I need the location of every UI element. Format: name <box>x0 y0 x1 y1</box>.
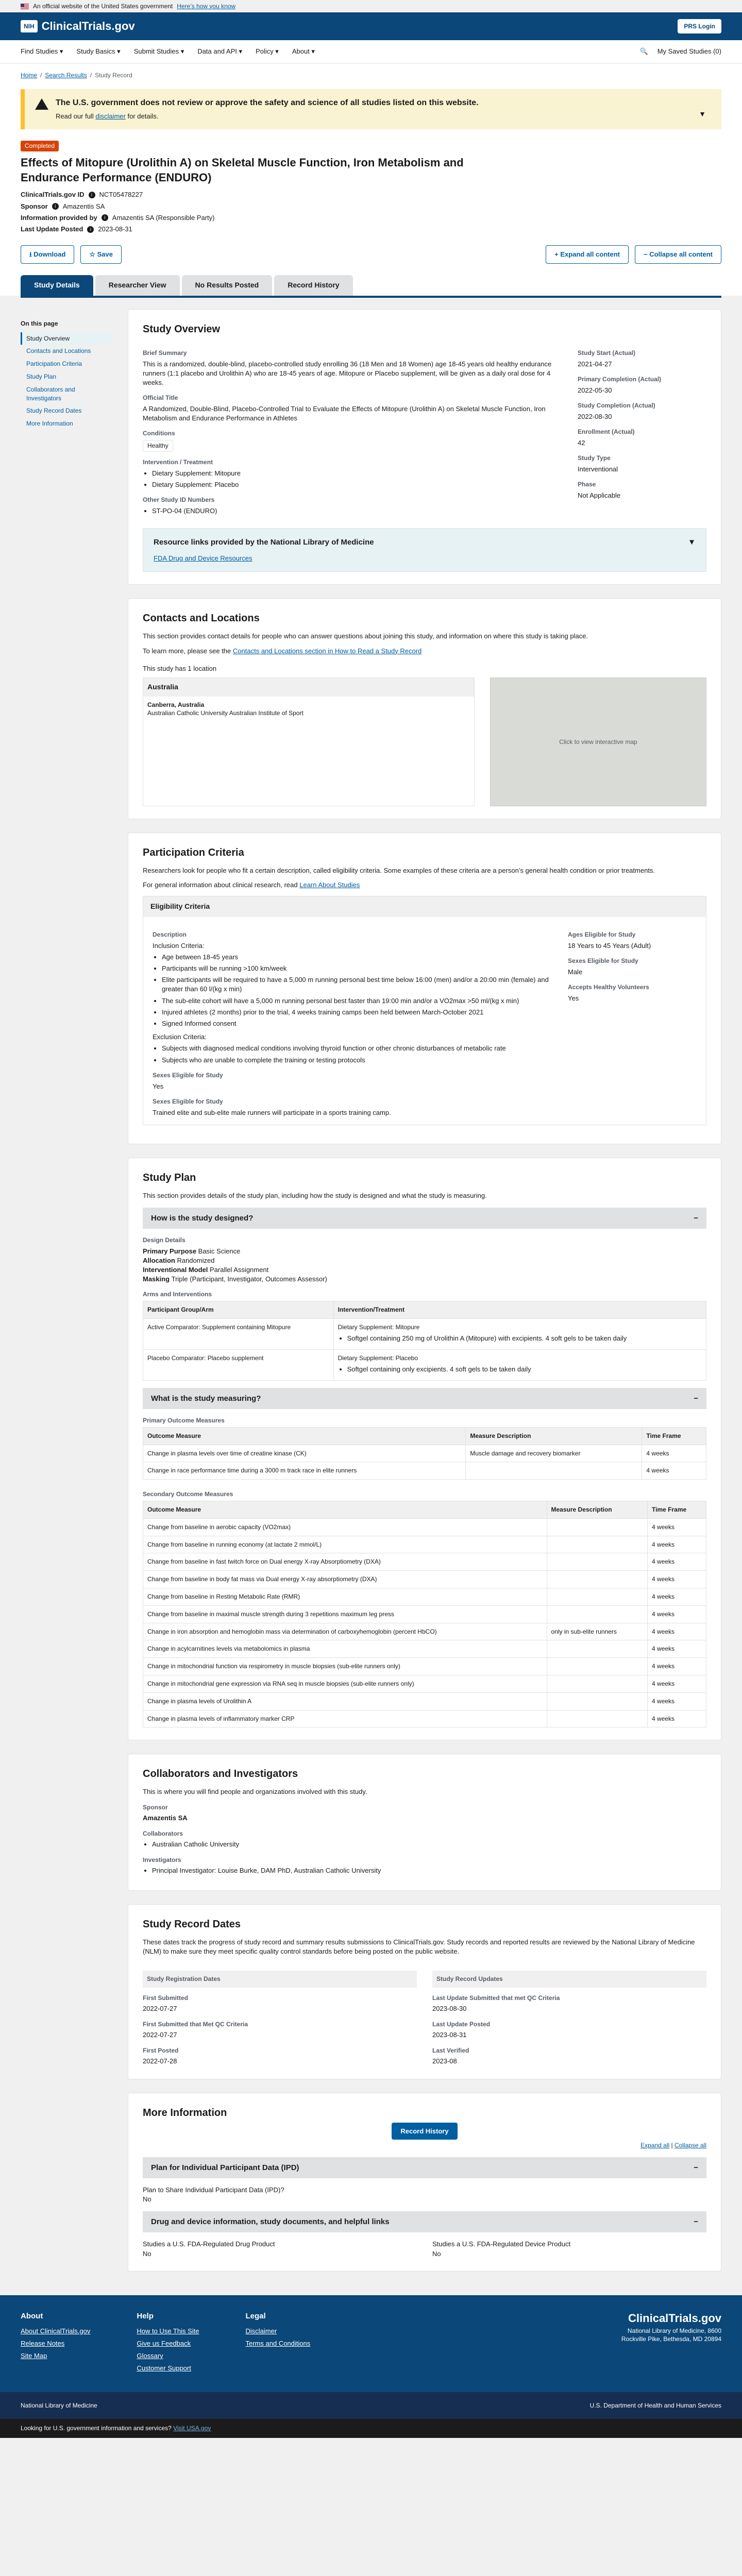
table-cell <box>547 1658 648 1675</box>
table-cell: 4 weeks <box>642 1462 706 1480</box>
minus-icon: − <box>694 1394 698 1403</box>
ipd-answer: No <box>143 2195 151 2204</box>
participation-section <box>128 833 721 1144</box>
kv-label: First Submitted <box>143 1994 189 2002</box>
device-question: Studies a U.S. FDA-Regulated Device Product <box>432 2240 571 2248</box>
learn-studies-link[interactable]: Learn About Studies <box>299 881 360 889</box>
kv-label: Phase <box>578 480 596 488</box>
table-header: Outcome Measure <box>143 1427 466 1445</box>
primary-outcomes-table <box>143 1427 706 1480</box>
table-cell: Change in plasma levels of Urolithin A <box>143 1692 547 1710</box>
intervention-desc <box>347 1334 702 1343</box>
kv-label: Study Start (Actual) <box>578 349 636 357</box>
sampling-label: Sexes Eligible for Study <box>153 1097 223 1105</box>
contacts-learn-link[interactable]: Contacts and Locations section in How to Read a Study Record <box>232 647 422 655</box>
footer-link[interactable]: Give us Feedback <box>137 2339 191 2347</box>
design-key: Allocation <box>143 1256 177 1264</box>
contacts-text: This section provides contact details for people who can answer questions about joining this study, and information on where this study is taking place. <box>143 632 588 640</box>
alert-text2: for details. <box>127 112 159 121</box>
table-header: Outcome Measure <box>143 1501 547 1519</box>
kv-label: Study Type <box>578 454 611 462</box>
exclusion-label: Exclusion Criteria: <box>153 1033 207 1041</box>
kv-value: 2023-08-30 <box>432 2005 467 2013</box>
sidenav-item[interactable]: Participation Criteria <box>26 360 82 368</box>
kv-value: 2022-07-27 <box>143 2005 177 2013</box>
table-cell: Change in plasma levels of inflammatory marker CRP <box>143 1710 547 1727</box>
table-header: Time Frame <box>648 1501 706 1519</box>
table-row <box>143 1623 706 1640</box>
kv-value: 42 <box>578 438 585 447</box>
nih-logo: NIH <box>21 20 38 33</box>
arms-table <box>143 1301 706 1381</box>
table-cell: Change in plasma levels over time of creatine kinase (CK) <box>143 1445 466 1462</box>
kv-value: Yes <box>568 994 579 1002</box>
study-id: NCT05478227 <box>99 191 143 199</box>
tab-researcher-view[interactable]: Researcher View <box>95 275 180 296</box>
footer-logo[interactable]: ClinicalTrials.gov <box>628 2311 721 2325</box>
intervention-item: • Dietary Supplement: Mitopure <box>152 469 562 478</box>
design-row <box>143 1256 706 1265</box>
plan-heading: Study Plan <box>143 1172 196 1183</box>
table-cell <box>547 1710 648 1727</box>
table-cell: 4 weeks <box>648 1710 706 1727</box>
table-header: Time Frame <box>642 1427 706 1445</box>
map-view[interactable] <box>490 677 706 806</box>
kv-label: First Submitted that Met QC Criteria <box>143 2020 248 2028</box>
drug-accordion[interactable]: Drug and device information, study documents, and helpful links − <box>143 2211 706 2232</box>
design-row <box>143 1265 706 1275</box>
table-cell: only in sub-elite runners <box>547 1623 648 1640</box>
kv-label: Study Completion (Actual) <box>578 401 655 409</box>
secondary-heading: Secondary Outcome Measures <box>143 1490 233 1498</box>
other-id: • ST-PO-04 (ENDURO) <box>152 506 562 516</box>
table-cell <box>547 1675 648 1692</box>
table-cell <box>547 1692 648 1710</box>
table-row <box>143 1518 706 1536</box>
intervention-item: • Dietary Supplement: Placebo <box>152 480 562 489</box>
contacts-heading: Contacts and Locations <box>143 613 260 624</box>
study-overview-section <box>128 309 721 585</box>
device-answer: No <box>432 2249 441 2258</box>
footer-usa <box>0 2419 742 2438</box>
inclusion-item: • Injured athletes (2 months) prior to the trial, 4 weeks training camps been held between March-October 2021 <box>162 1008 552 1017</box>
design-value: Basic Science <box>198 1247 241 1255</box>
sidenav-item[interactable]: Study Plan <box>26 373 57 381</box>
sidenav-item[interactable]: Contacts and Locations <box>26 347 91 355</box>
design-heading: Design Details <box>143 1236 185 1244</box>
sidenav-item[interactable]: More Information <box>26 420 73 428</box>
footer-nlm[interactable]: National Library of Medicine <box>21 2401 97 2409</box>
design-key: Primary Purpose <box>143 1247 198 1255</box>
footer-col <box>137 2311 199 2377</box>
kv-label: Enrollment (Actual) <box>578 428 635 435</box>
footer-col <box>246 2311 311 2377</box>
arm-cell: Active Comparator: Supplement containing Mitopure <box>143 1319 334 1350</box>
masthead <box>0 12 742 40</box>
desc-label: Description <box>153 930 187 938</box>
table-cell: 4 weeks <box>648 1518 706 1536</box>
gov-banner <box>0 0 742 12</box>
alert-title: The U.S. government does not review or approve the safety and science of all studies listed on this website. <box>56 98 479 107</box>
update-label: Last Update Posted <box>21 225 83 233</box>
collapse-all-button[interactable]: − Collapse all content <box>635 245 721 264</box>
condition-tag[interactable]: Healthy <box>143 440 173 452</box>
nav-item[interactable]: Study Basics ▾ <box>76 47 121 56</box>
us-flag-icon <box>21 4 29 9</box>
table-cell <box>466 1462 642 1480</box>
prs-login-button[interactable]: PRS Login <box>678 19 721 34</box>
design-accordion[interactable]: How is the study designed? − <box>143 1208 706 1229</box>
expand-all-link[interactable]: Expand all <box>640 2142 670 2149</box>
drug-question: Studies a U.S. FDA-Regulated Drug Product <box>143 2240 275 2248</box>
table-cell: 4 weeks <box>648 1553 706 1571</box>
contacts-section <box>128 598 721 819</box>
record-history-button[interactable]: Record History <box>392 2123 457 2140</box>
site-logo-text: ClinicalTrials.gov <box>41 19 135 32</box>
download-button[interactable]: ⭳ Download <box>21 245 74 264</box>
table-cell: 4 weeks <box>648 1640 706 1658</box>
heres-how-link[interactable]: Here’s how you know <box>177 2 236 10</box>
fda-link[interactable]: FDA Drug and Device Resources <box>154 554 252 563</box>
breadcrumb-home[interactable]: Home <box>21 72 38 79</box>
table-cell: Change in mitochondrial function via respirometry in muscle biopsies (sub-elite runners only) <box>143 1658 547 1675</box>
intervention-label: Intervention / Treatment <box>143 459 213 466</box>
official-label: Official Title <box>143 394 178 402</box>
intervention-cell <box>333 1319 706 1350</box>
expand-all-button[interactable]: + Expand all content <box>546 245 629 264</box>
info-label: Information provided by <box>21 213 97 222</box>
table-cell: Change from baseline in body fat mass via Dual energy X-ray absorptiometry (DXA) <box>143 1571 547 1588</box>
table-cell: 4 weeks <box>648 1571 706 1588</box>
table-row <box>143 1658 706 1675</box>
design-key: Interventional Model <box>143 1266 210 1274</box>
info-value: Amazentis SA (Responsible Party) <box>112 213 215 222</box>
breadcrumb: Home / Search Results / Study Record <box>0 64 742 84</box>
nlm-title: Resource links provided by the National Library of Medicine <box>154 538 374 547</box>
kv-value: 2021-04-27 <box>578 360 612 368</box>
exclusion-item: • Subjects with diagnosed medical conditions involving thyroid function or other chronic disturbances of metabolic rate <box>162 1044 552 1053</box>
kv-label: Accepts Healthy Volunteers <box>568 983 649 991</box>
ipd-question: Plan to Share Individual Participant Data (IPD)? <box>143 2186 284 2194</box>
kv-label: Last Verified <box>432 2046 469 2054</box>
table-cell: Change in acylcarnitines levels via metabolomics in plasma <box>143 1640 547 1658</box>
breadcrumb-search[interactable]: Search Results <box>45 72 87 79</box>
kv-value: Male <box>568 968 583 976</box>
footer-hhs[interactable]: U.S. Department of Health and Human Services <box>589 2401 721 2409</box>
intervention-desc-item: • Softgel containing 250 mg of Urolithin A (Mitopure) with excipients. 4 soft gels to be taken daily <box>347 1334 702 1343</box>
table-cell: 4 weeks <box>648 1588 706 1605</box>
tab-no-results-posted[interactable]: No Results Posted <box>182 275 273 296</box>
footer-link[interactable]: Glossary <box>137 2352 163 2360</box>
arms-heading: Arms and Interventions <box>143 1291 212 1298</box>
footer-col-heading: About <box>21 2311 43 2320</box>
table-row <box>143 1445 706 1462</box>
more-info-section: More Information Record History Expand all | Collapse all Plan for Individual Participant Data (IPD) − Plan to Share Individual Participant Data (IPD)? No Drug and device information, study documents, and helpful links − Studies a U.S. FDA-Regulated Drug Product No Studies a U.S. FDA-Regulated Device Product No <box>128 2093 721 2272</box>
reg-dates-heading: Study Registration Dates <box>143 1971 417 1988</box>
chevron-down-icon[interactable]: ▼ <box>688 538 696 547</box>
footer-link[interactable]: About ClinicalTrials.gov <box>21 2327 91 2335</box>
footer-col-heading: Legal <box>245 2311 266 2320</box>
sidenav-head: On this page <box>21 319 58 327</box>
kv-label: Sexes Eligible for Study <box>568 957 638 964</box>
sampling-value: Trained elite and sub-elite male runners will participate in a sports training camp. <box>153 1108 391 1116</box>
table-cell: Muscle damage and recovery biomarker <box>466 1445 642 1462</box>
sex-label: Sexes Eligible for Study <box>153 1071 223 1079</box>
footer-orgs <box>0 2392 742 2419</box>
table-cell <box>547 1518 648 1536</box>
usa-gov-link[interactable]: Visit USA.gov <box>173 2425 211 2432</box>
sponsor-value: Amazentis SA <box>62 202 105 210</box>
sex-value: Yes <box>153 1082 164 1090</box>
kv-label: Ages Eligible for Study <box>568 930 636 938</box>
kv-label: First Posted <box>143 2046 179 2054</box>
table-row <box>143 1640 706 1658</box>
alert-text: Read our full <box>56 112 94 121</box>
arm-cell: Placebo Comparator: Placebo supplement <box>143 1350 334 1381</box>
design-value: Triple (Participant, Investigator, Outcomes Assessor) <box>171 1275 327 1283</box>
inclusion-item: • Age between 18-45 years <box>162 953 552 962</box>
table-cell: Change from baseline in aerobic capacity (VO2max) <box>143 1518 547 1536</box>
update-dates-heading: Study Record Updates <box>432 1971 706 1988</box>
info-icon[interactable]: i <box>87 226 94 233</box>
other-id-label: Other Study ID Numbers <box>143 496 215 504</box>
design-value: Parallel Assignment <box>210 1266 269 1274</box>
footer-link[interactable]: Release Notes <box>21 2339 65 2347</box>
chevron-down-icon[interactable]: ▼ <box>699 110 706 118</box>
conditions-label: Conditions <box>143 430 175 437</box>
table-header: Intervention/Treatment <box>333 1301 706 1319</box>
warning-icon <box>35 98 48 110</box>
inclusion-item: • The sub-elite cohort will have a 5,000 m running personal best faster than 19:00 min and/or a VO2max >50 ml/(kg x min) <box>162 996 552 1006</box>
dates-heading: Study Record Dates <box>143 1918 241 1930</box>
intervention-cell <box>333 1350 706 1381</box>
sponsor-label: Sponsor <box>21 202 48 210</box>
table-cell: Change in mitochondrial gene expression via RNA seq in muscle biopsies (sub-elite runners only) <box>143 1675 547 1692</box>
brief-label: Brief Summary <box>143 349 187 357</box>
kv-value: 2022-08-30 <box>578 412 612 420</box>
official-title: A Randomized, Double-Blind, Placebo-Controlled Trial to Evaluate the Effects of Mitopure (Urolithin A) on Skeletal Muscle Function, Iron Metabolism and Endurance Performance in Athletes <box>143 405 546 422</box>
inclusion-label: Inclusion Criteria: <box>153 941 205 950</box>
table-row <box>143 1319 706 1350</box>
ipd-accordion[interactable]: Plan for Individual Participant Data (IPD) − <box>143 2157 706 2178</box>
kv-value: 2023-08 <box>432 2057 457 2065</box>
collaborator: • Australian Catholic University <box>152 1840 706 1849</box>
sidenav-item[interactable]: Study Record Dates <box>26 407 82 415</box>
kv-value: 2022-07-28 <box>143 2057 177 2065</box>
investigator: • Principal Investigator: Louise Burke, DAM PhD, Australian Catholic University <box>152 1866 706 1875</box>
sidenav-item[interactable]: Study Overview <box>21 332 113 345</box>
footer-link[interactable]: Disclaimer <box>245 2327 277 2335</box>
collab-inv-label: Investigators <box>143 1856 181 1863</box>
footer <box>0 2295 742 2392</box>
table-cell <box>547 1588 648 1605</box>
design-row <box>143 1275 706 1284</box>
table-cell: Change from baseline in running economy (at lactate 2 mmol/L) <box>143 1536 547 1553</box>
table-row <box>143 1605 706 1623</box>
location-site2: Australian Catholic University Australian Institute of Sport <box>147 709 303 717</box>
footer-address: National Library of Medicine, 8600 Rockville Pike, Bethesda, MD 20894 <box>621 2327 721 2343</box>
table-cell: 4 weeks <box>648 1623 706 1640</box>
collab-text: This is where you will find people and organizations involved with this study. <box>143 1788 367 1796</box>
footer-col <box>21 2311 90 2377</box>
table-cell <box>547 1605 648 1623</box>
table-cell: 4 weeks <box>648 1658 706 1675</box>
criteria-general: For general information about clinical research, read <box>143 881 298 889</box>
location-site: Canberra, Australia <box>147 701 205 708</box>
disclaimer-alert <box>21 89 721 130</box>
primary-heading: Primary Outcome Measures <box>143 1417 225 1425</box>
intervention-name: Dietary Supplement: Placebo <box>338 1354 418 1362</box>
info-icon[interactable]: i <box>89 192 95 198</box>
tab-record-history[interactable]: Record History <box>274 275 352 296</box>
footer-bottom-text: Looking for U.S. government information and services? <box>21 2425 172 2432</box>
map-link[interactable]: Click to view interactive map <box>559 738 637 745</box>
table-header: Measure Description <box>466 1427 642 1445</box>
collaborators-section <box>128 1754 721 1890</box>
contacts-learn: To learn more, please see the <box>143 647 231 655</box>
more-heading: More Information <box>143 2107 227 2119</box>
table-row <box>143 1462 706 1480</box>
kv-value: Interventional <box>578 465 618 473</box>
table-cell <box>547 1553 648 1571</box>
collab-heading: Collaborators and Investigators <box>143 1768 298 1780</box>
study-header <box>0 129 742 296</box>
table-cell: Change in race performance time during a 3000 m track race in elite runners <box>143 1462 466 1480</box>
table-cell: 4 weeks <box>642 1445 706 1462</box>
disclaimer-link[interactable]: disclaimer <box>95 112 126 121</box>
nav-item[interactable]: Submit Studies ▾ <box>133 47 184 56</box>
collab-sponsor-label: Sponsor <box>143 1803 168 1811</box>
kv-label: Last Update Posted <box>432 2020 491 2028</box>
table-cell <box>547 1571 648 1588</box>
table-cell: 4 weeks <box>648 1675 706 1692</box>
secondary-outcomes-table <box>143 1501 706 1727</box>
kv-label: Last Update Submitted that met QC Criteria <box>432 1994 560 2002</box>
kv-value: 18 Years to 45 Years (Adult) <box>568 941 651 950</box>
plan-text: This section provides details of the study plan, including how the study is designed and what the study is measuring. <box>143 1191 487 1199</box>
study-plan-section <box>128 1158 721 1741</box>
status-badge: Completed <box>21 141 59 151</box>
table-header: Measure Description <box>547 1501 648 1519</box>
design-value: Randomized <box>177 1256 215 1264</box>
search-icon[interactable]: 🔍 <box>639 47 648 56</box>
table-cell: Change from baseline in Resting Metabolic Rate (RMR) <box>143 1588 547 1605</box>
table-row <box>143 1588 706 1605</box>
tab-study-details[interactable]: Study Details <box>21 275 93 296</box>
table-row <box>143 1350 706 1381</box>
table-cell: Change in iron absorption and hemoglobin mass via determination of carboxyhemoglobin (percent HbCO) <box>143 1623 547 1640</box>
gov-banner-text: An official website of the United States government <box>33 2 173 10</box>
brief-summary: This is a randomized, double-blind, placebo-controlled study enrolling 36 (18 Men and 18 Women) age 18-45 years old healthy endurance runners (1:1 placebo and Urolithin A) who are 18-45 years of age. Mitopure or Placebo supplement, will be given as a daily oral dose for 4 weeks. <box>143 360 552 387</box>
criteria-text: Researchers look for people who fit a certain description, called eligibility criteria. Some examples of these criteria are a person’s general health condition or prior treatments. <box>143 866 655 874</box>
footer-link[interactable]: Customer Support <box>137 2364 191 2372</box>
drug-answer: No <box>143 2249 151 2258</box>
nav-item[interactable]: Find Studies ▾ <box>21 47 63 56</box>
saved-studies-link[interactable]: My Saved Studies (0) <box>657 47 721 56</box>
sidenav-item[interactable]: Collaborators and Investigators <box>26 385 75 402</box>
table-cell: Change from baseline in fast twitch force on Dual energy X-ray Absorptiometry (DXA) <box>143 1553 547 1571</box>
table-cell: 4 weeks <box>648 1605 706 1623</box>
record-dates-section <box>128 1904 721 2079</box>
criteria-heading: Participation Criteria <box>143 846 244 858</box>
main-nav <box>0 40 742 64</box>
table-cell: 4 weeks <box>648 1536 706 1553</box>
kv-value: 2023-08-31 <box>432 2031 467 2039</box>
nav-item[interactable]: About ▾ <box>292 47 315 56</box>
footer-link[interactable]: Terms and Conditions <box>245 2339 311 2347</box>
overview-heading: Study Overview <box>143 323 221 335</box>
table-header: Participant Group/Arm <box>143 1301 334 1319</box>
measure-accordion[interactable]: What is the study measuring? − <box>143 1388 706 1409</box>
id-label: ClinicalTrials.gov ID <box>21 191 85 199</box>
table-cell: 4 weeks <box>648 1692 706 1710</box>
inclusion-item: • Elite participants will be required to have a 5,000 m running personal best time below 16:00 (men) and/or a 20:00 min (female) and greater than 60 l/(kg x min) <box>162 975 552 994</box>
design-key: Masking <box>143 1275 172 1283</box>
page-title: Effects of Mitopure (Urolithin A) on Skeletal Muscle Function, Iron Metabolism and Endurance Performance (ENDURO) <box>21 156 464 184</box>
site-logo[interactable] <box>21 19 135 35</box>
nav-item[interactable]: Policy ▾ <box>256 47 279 56</box>
intervention-desc-item: • Softgel containing only excipients. 4 soft gels to be taken daily <box>347 1365 702 1374</box>
save-button[interactable]: ☆ Save <box>80 245 122 264</box>
kv-value: Not Applicable <box>578 491 621 499</box>
location-count: This study has 1 location <box>143 664 217 672</box>
inclusion-item: • Signed Informed consent <box>162 1019 552 1028</box>
design-row <box>143 1247 706 1256</box>
table-row <box>143 1675 706 1692</box>
table-row <box>143 1536 706 1553</box>
collapse-all-link[interactable]: Collapse all <box>674 2142 706 2149</box>
minus-icon: − <box>694 1213 698 1223</box>
eligibility-heading: Eligibility Criteria <box>150 902 210 911</box>
footer-col-heading: Help <box>137 2311 154 2320</box>
table-row <box>143 1571 706 1588</box>
kv-value: 2022-05-30 <box>578 386 612 394</box>
exclusion-item: • Subjects who are unable to complete the training or testing protocols <box>162 1056 552 1065</box>
table-cell: Change from baseline in maximal muscle strength during 3 repetitions maximum leg press <box>143 1605 547 1623</box>
inclusion-item: • Participants will be running >100 km/week <box>162 964 552 973</box>
table-cell <box>547 1640 648 1658</box>
location-country: Australia <box>143 678 474 697</box>
breadcrumb-current: Study Record <box>95 72 132 79</box>
page-sidenav <box>21 309 113 2285</box>
kv-value: 2022-07-27 <box>143 2031 177 2039</box>
nlm-resources <box>143 528 706 572</box>
footer-link[interactable]: How to Use This Site <box>137 2327 199 2335</box>
info-icon[interactable]: i <box>52 203 59 210</box>
table-cell <box>547 1536 648 1553</box>
nav-item[interactable]: Data and API ▾ <box>197 47 243 56</box>
intervention-desc <box>347 1365 702 1374</box>
collab-sponsor: Amazentis SA <box>143 1814 188 1822</box>
intervention-name: Dietary Supplement: Mitopure <box>338 1324 420 1331</box>
collab-coll-label: Collaborators <box>143 1829 183 1837</box>
kv-label: Primary Completion (Actual) <box>578 375 662 383</box>
table-row <box>143 1710 706 1727</box>
table-row <box>143 1692 706 1710</box>
update-value: 2023-08-31 <box>98 225 132 233</box>
dates-text: These dates track the progress of study record and summary results submissions to ClinicalTrials.gov. Study records and reported results are reviewed by the National Library of Medicine (NLM) to make sure they meet specific quality control standards before being posted on the public website. <box>143 1938 695 1955</box>
info-icon[interactable]: i <box>102 214 108 221</box>
table-row <box>143 1553 706 1571</box>
footer-link[interactable]: Site Map <box>21 2352 47 2360</box>
